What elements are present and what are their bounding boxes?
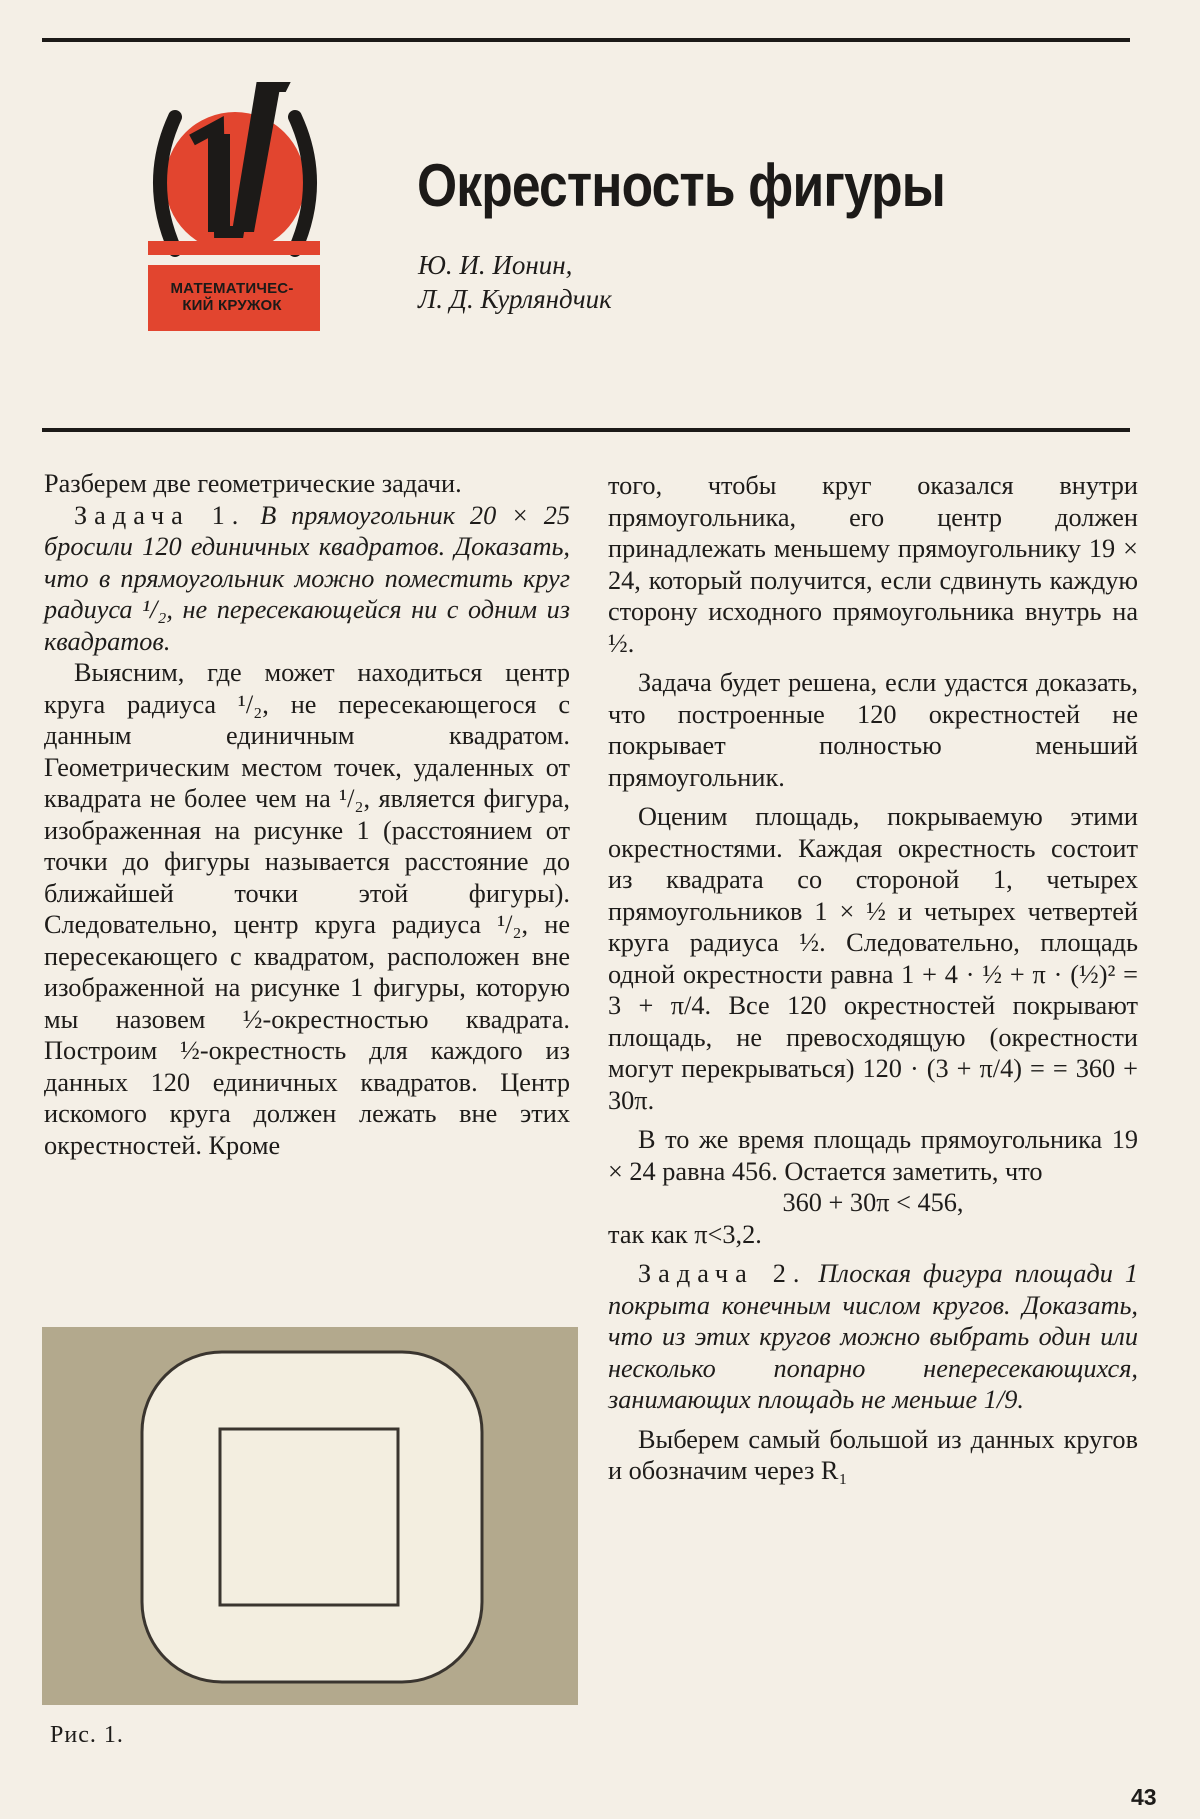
neighborhood-diagram <box>42 1327 578 1705</box>
emblem-label <box>147 280 317 314</box>
paragraph-right-2: Задача будет решена, если удастся доказать, что построенные 120 окрестностей не покрывает полностью меньший прямоугольник. <box>608 668 1138 792</box>
paragraph-locus: Выясним, где может находиться центр круга радиуса ¹/₂, не пересекающегося с данным единичным квадратом. Геометрическим местом точек, удаленных от квадрата не более чем на ¹/₂, является фигура, изображенная на рисунке 1 (расстоянием от точки до фигуры называется расстояние до ближайшей точки этой фигуры). Следовательно, центр круга радиуса ¹/₂, не пересекающего с квадратом, расположен вне изображенной на рисунке 1 фигуры, которую мы назовем ½-окрестностью квадрата. Построим ½-окрестность для каждого из данных 120 единичных квадратов. Центр искомого круга должен лежать вне этих окрестностей. Кроме <box>44 658 570 1160</box>
figure-caption: Рис. 1. <box>50 1722 124 1748</box>
inequality: 360 + 30π < 456, <box>782 1188 964 1217</box>
math-circle-emblem <box>140 82 330 362</box>
paragraph-right-3: Оценим площадь, покрываемую этими окрестностями. Каждая окрестность состоит из квадрата со стороной 1, четырех прямоугольников 1 × ½ и четырех четвертей круга радиуса ½. Следовательно, площадь одной окрестности равна 1 + 4 · ½ + π · (½)² = 3 + π/4. Все 120 окрестностей покрывают площадь, не превосходящую (окрестности могут перекрываться) 120 · (3 + π/4) = = 360 + 30π. <box>608 802 1138 1115</box>
right-column <box>608 470 1138 1487</box>
emblem-label-line2: КИЙ КРУЖОК <box>182 297 282 314</box>
article-title: Окрестность фигуры <box>417 152 945 219</box>
left-column <box>44 468 570 1161</box>
task-2 <box>608 1258 1138 1416</box>
paragraph-right-8: Выберем самый большой из данных кругов и обозначим через R₁ <box>608 1424 1138 1485</box>
emblem-red-bar <box>148 241 320 255</box>
author-1: Ю. И. Ионин, <box>418 250 573 280</box>
header-rule <box>42 428 1130 432</box>
task-1-statement: В прямоугольник 20 × 25 бросили 120 единичных квадратов. Доказать, что в прямоугольник можно поместить круг радиуса ¹/₂, не пересекающейся ни с одним из квадратов. <box>44 500 570 656</box>
task-2-statement: Плоская фигура площади 1 покрыта конечным числом кругов. Доказать, что из этих кругов можно выбрать один или несколько попарно непересекающихся, занимающих площадь не меньше 1/9. <box>608 1259 1138 1414</box>
task-2-label: Задача 2. <box>638 1259 807 1288</box>
paragraph-right-6: так как π<3,2. <box>608 1219 762 1249</box>
page-number: 43 <box>1131 1784 1157 1810</box>
paragraph-right-1: того, чтобы круг оказался внутри прямоугольника, его центр должен принадлежать меньшему прямоугольнику 19 × 24, который получится, если сдвинуть каждую сторону исходного прямоугольника внутрь на ½. <box>608 471 1138 658</box>
paragraph-right-4: В то же время площадь прямоугольника 19 × 24 равна 456. Остается заметить, что <box>608 1125 1138 1186</box>
task-1-label: Задача 1. <box>74 500 246 530</box>
authors <box>418 248 612 316</box>
neighborhood-shape <box>142 1352 482 1682</box>
top-rule <box>42 38 1130 42</box>
author-2: Л. Д. Курляндчик <box>418 284 612 314</box>
emblem-label-line1: МАТЕМАТИЧЕС- <box>170 280 294 297</box>
task-1 <box>44 500 570 658</box>
paragraph-intro: Разберем две геометрические задачи. <box>44 469 462 498</box>
figure-1 <box>42 1327 578 1705</box>
